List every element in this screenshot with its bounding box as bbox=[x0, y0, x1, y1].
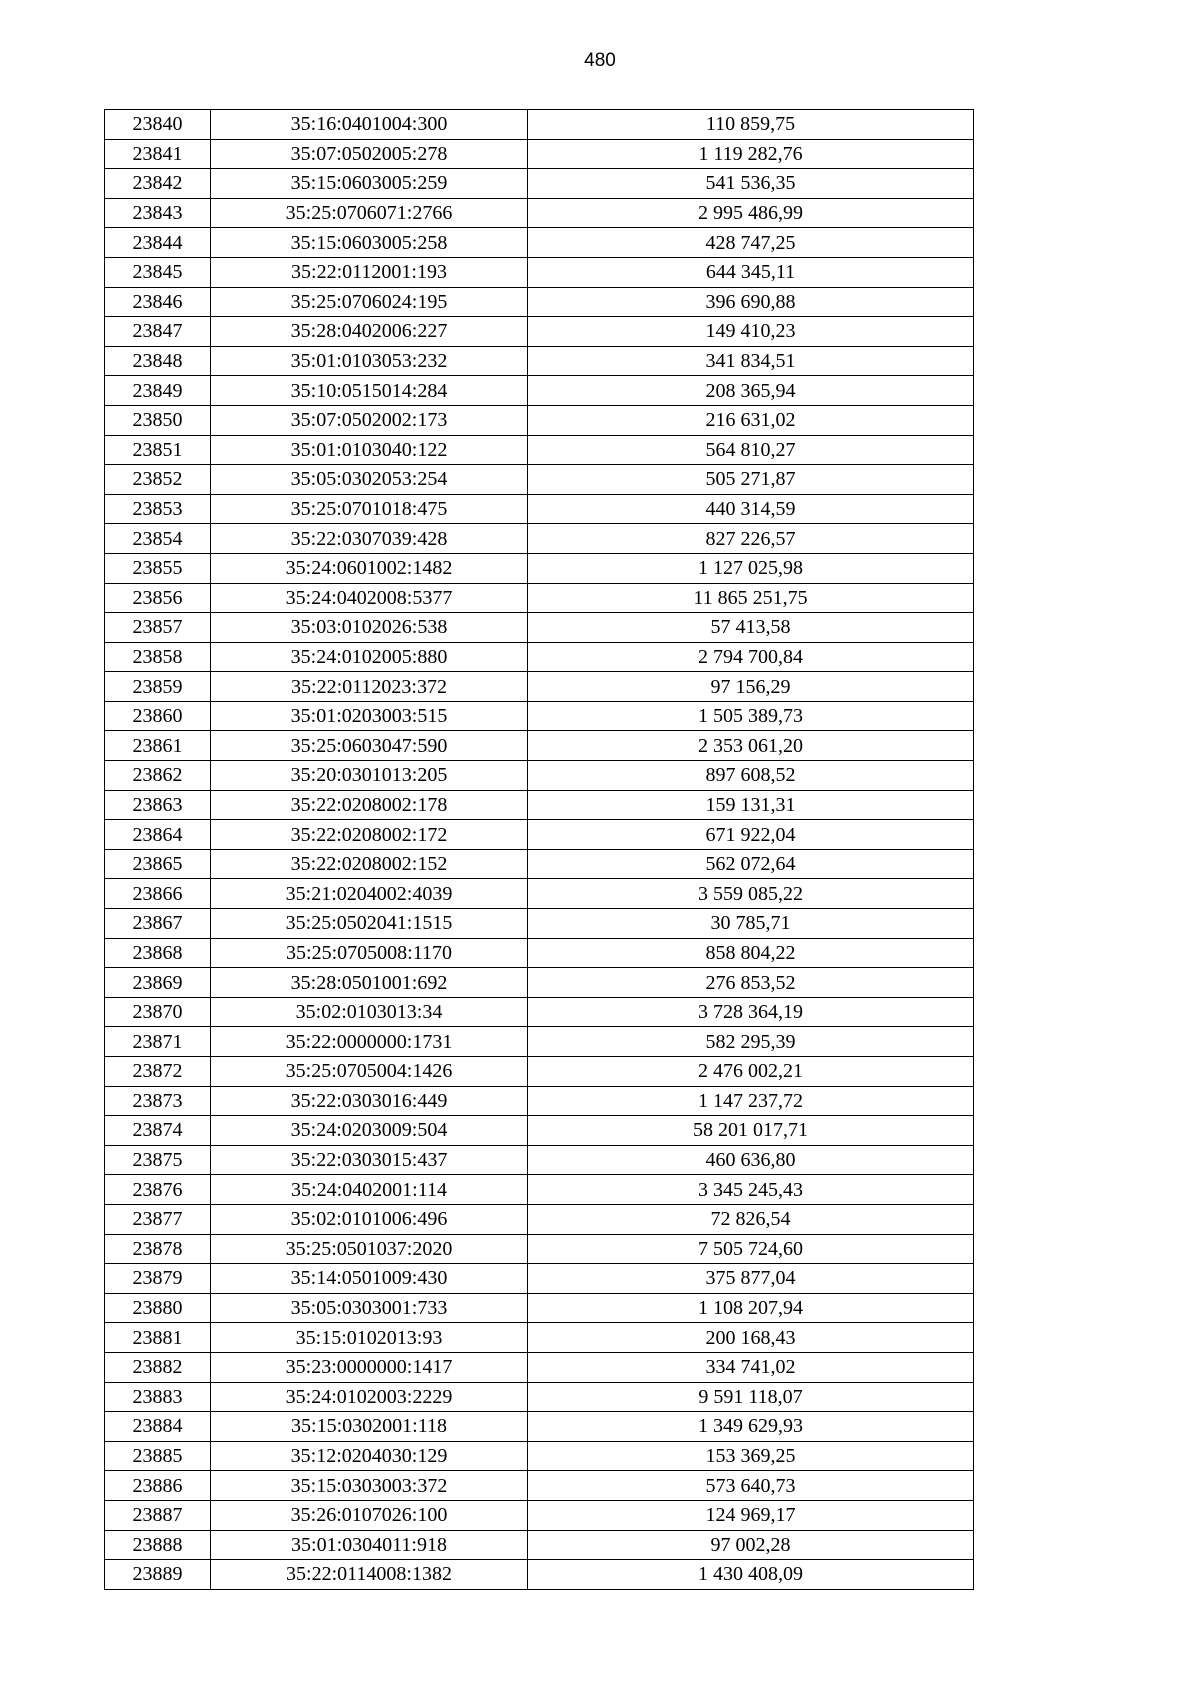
cadastral-number-cell: 35:25:0501037:2020 bbox=[211, 1234, 528, 1264]
row-number-cell: 23843 bbox=[105, 198, 211, 228]
row-number-cell: 23874 bbox=[105, 1116, 211, 1146]
cadastral-value-cell: 2 476 002,21 bbox=[528, 1057, 974, 1087]
cadastral-number-cell: 35:25:0705008:1170 bbox=[211, 938, 528, 968]
table-row bbox=[105, 524, 974, 554]
table-row bbox=[105, 1057, 974, 1087]
cadastral-value-cell: 1 349 629,93 bbox=[528, 1412, 974, 1442]
cadastral-value-cell: 505 271,87 bbox=[528, 465, 974, 495]
row-number-cell: 23860 bbox=[105, 701, 211, 731]
cadastral-value-cell: 564 810,27 bbox=[528, 435, 974, 465]
cadastral-number-cell: 35:05:0302053:254 bbox=[211, 465, 528, 495]
table-row bbox=[105, 553, 974, 583]
row-number-cell: 23844 bbox=[105, 228, 211, 258]
cadastral-value-cell: 428 747,25 bbox=[528, 228, 974, 258]
cadastral-value-cell: 97 002,28 bbox=[528, 1530, 974, 1560]
cadastral-value-cell: 341 834,51 bbox=[528, 346, 974, 376]
cadastral-number-cell: 35:28:0402006:227 bbox=[211, 317, 528, 347]
table-row bbox=[105, 938, 974, 968]
row-number-cell: 23878 bbox=[105, 1234, 211, 1264]
row-number-cell: 23879 bbox=[105, 1264, 211, 1294]
cadastral-number-cell: 35:24:0601002:1482 bbox=[211, 553, 528, 583]
table-row bbox=[105, 1323, 974, 1353]
table-row bbox=[105, 435, 974, 465]
cadastral-value-cell: 3 559 085,22 bbox=[528, 879, 974, 909]
cadastral-number-cell: 35:14:0501009:430 bbox=[211, 1264, 528, 1294]
row-number-cell: 23853 bbox=[105, 494, 211, 524]
table-row bbox=[105, 1412, 974, 1442]
cadastral-number-cell: 35:24:0402008:5377 bbox=[211, 583, 528, 613]
table-row bbox=[105, 583, 974, 613]
table-row bbox=[105, 1441, 974, 1471]
cadastral-number-cell: 35:15:0102013:93 bbox=[211, 1323, 528, 1353]
cadastral-number-cell: 35:20:0301013:205 bbox=[211, 761, 528, 791]
row-number-cell: 23854 bbox=[105, 524, 211, 554]
cadastral-value-cell: 2 995 486,99 bbox=[528, 198, 974, 228]
table-row bbox=[105, 790, 974, 820]
table-body bbox=[105, 110, 974, 1590]
table-row bbox=[105, 997, 974, 1027]
table-row bbox=[105, 376, 974, 406]
row-number-cell: 23862 bbox=[105, 761, 211, 791]
table-row bbox=[105, 346, 974, 376]
row-number-cell: 23882 bbox=[105, 1352, 211, 1382]
table-row bbox=[105, 317, 974, 347]
row-number-cell: 23885 bbox=[105, 1441, 211, 1471]
table-row bbox=[105, 761, 974, 791]
table-row bbox=[105, 1352, 974, 1382]
cadastral-value-cell: 200 168,43 bbox=[528, 1323, 974, 1353]
row-number-cell: 23887 bbox=[105, 1500, 211, 1530]
row-number-cell: 23847 bbox=[105, 317, 211, 347]
cadastral-value-cell: 1 430 408,09 bbox=[528, 1560, 974, 1590]
cadastral-number-cell: 35:07:0502002:173 bbox=[211, 405, 528, 435]
row-number-cell: 23842 bbox=[105, 169, 211, 199]
cadastral-number-cell: 35:22:0303015:437 bbox=[211, 1145, 528, 1175]
table-row bbox=[105, 465, 974, 495]
row-number-cell: 23852 bbox=[105, 465, 211, 495]
row-number-cell: 23864 bbox=[105, 820, 211, 850]
row-number-cell: 23884 bbox=[105, 1412, 211, 1442]
cadastral-value-cell: 573 640,73 bbox=[528, 1471, 974, 1501]
table-row bbox=[105, 672, 974, 702]
row-number-cell: 23863 bbox=[105, 790, 211, 820]
table-row bbox=[105, 257, 974, 287]
cadastral-number-cell: 35:22:0112001:193 bbox=[211, 257, 528, 287]
cadastral-number-cell: 35:01:0304011:918 bbox=[211, 1530, 528, 1560]
table-row bbox=[105, 1471, 974, 1501]
cadastral-number-cell: 35:16:0401004:300 bbox=[211, 110, 528, 140]
cadastral-number-cell: 35:25:0706071:2766 bbox=[211, 198, 528, 228]
row-number-cell: 23856 bbox=[105, 583, 211, 613]
row-number-cell: 23850 bbox=[105, 405, 211, 435]
table-row bbox=[105, 731, 974, 761]
cadastral-value-cell: 2 794 700,84 bbox=[528, 642, 974, 672]
cadastral-value-cell: 58 201 017,71 bbox=[528, 1116, 974, 1146]
cadastral-value-cell: 2 353 061,20 bbox=[528, 731, 974, 761]
cadastral-value-cell: 110 859,75 bbox=[528, 110, 974, 140]
table-row bbox=[105, 1382, 974, 1412]
cadastral-value-cell: 671 922,04 bbox=[528, 820, 974, 850]
cadastral-value-cell: 644 345,11 bbox=[528, 257, 974, 287]
table-row bbox=[105, 849, 974, 879]
cadastral-number-cell: 35:22:0000000:1731 bbox=[211, 1027, 528, 1057]
cadastral-value-cell: 1 127 025,98 bbox=[528, 553, 974, 583]
cadastral-number-cell: 35:22:0112023:372 bbox=[211, 672, 528, 702]
cadastral-value-cell: 396 690,88 bbox=[528, 287, 974, 317]
cadastral-number-cell: 35:10:0515014:284 bbox=[211, 376, 528, 406]
cadastral-number-cell: 35:03:0102026:538 bbox=[211, 613, 528, 643]
cadastral-value-cell: 153 369,25 bbox=[528, 1441, 974, 1471]
cadastral-value-cell: 72 826,54 bbox=[528, 1204, 974, 1234]
page-number: 480 bbox=[584, 50, 616, 71]
cadastral-number-cell: 35:25:0701018:475 bbox=[211, 494, 528, 524]
cadastral-value-cell: 858 804,22 bbox=[528, 938, 974, 968]
row-number-cell: 23868 bbox=[105, 938, 211, 968]
table-row bbox=[105, 1145, 974, 1175]
cadastral-value-cell: 827 226,57 bbox=[528, 524, 974, 554]
row-number-cell: 23869 bbox=[105, 968, 211, 998]
cadastral-number-cell: 35:28:0501001:692 bbox=[211, 968, 528, 998]
cadastral-number-cell: 35:02:0103013:34 bbox=[211, 997, 528, 1027]
cadastral-value-cell: 897 608,52 bbox=[528, 761, 974, 791]
cadastral-number-cell: 35:22:0114008:1382 bbox=[211, 1560, 528, 1590]
cadastral-value-cell: 9 591 118,07 bbox=[528, 1382, 974, 1412]
row-number-cell: 23846 bbox=[105, 287, 211, 317]
cadastral-value-cell: 11 865 251,75 bbox=[528, 583, 974, 613]
cadastral-number-cell: 35:02:0101006:496 bbox=[211, 1204, 528, 1234]
table-row bbox=[105, 1500, 974, 1530]
cadastral-value-cell: 7 505 724,60 bbox=[528, 1234, 974, 1264]
table-row bbox=[105, 1560, 974, 1590]
table-row bbox=[105, 1175, 974, 1205]
cadastral-value-cell: 3 345 245,43 bbox=[528, 1175, 974, 1205]
row-number-cell: 23886 bbox=[105, 1471, 211, 1501]
cadastral-number-cell: 35:01:0203003:515 bbox=[211, 701, 528, 731]
cadastral-number-cell: 35:12:0204030:129 bbox=[211, 1441, 528, 1471]
row-number-cell: 23841 bbox=[105, 139, 211, 169]
cadastral-number-cell: 35:25:0705004:1426 bbox=[211, 1057, 528, 1087]
cadastral-value-cell: 375 877,04 bbox=[528, 1264, 974, 1294]
cadastral-number-cell: 35:22:0208002:178 bbox=[211, 790, 528, 820]
cadastral-number-cell: 35:15:0603005:259 bbox=[211, 169, 528, 199]
cadastral-value-cell: 334 741,02 bbox=[528, 1352, 974, 1382]
row-number-cell: 23881 bbox=[105, 1323, 211, 1353]
row-number-cell: 23859 bbox=[105, 672, 211, 702]
cadastral-value-cell: 1 108 207,94 bbox=[528, 1293, 974, 1323]
table-row bbox=[105, 1116, 974, 1146]
row-number-cell: 23855 bbox=[105, 553, 211, 583]
cadastral-value-cell: 1 505 389,73 bbox=[528, 701, 974, 731]
cadastral-value-cell: 1 147 237,72 bbox=[528, 1086, 974, 1116]
cadastral-value-cell: 562 072,64 bbox=[528, 849, 974, 879]
row-number-cell: 23858 bbox=[105, 642, 211, 672]
row-number-cell: 23877 bbox=[105, 1204, 211, 1234]
table-row bbox=[105, 1027, 974, 1057]
table-row bbox=[105, 613, 974, 643]
row-number-cell: 23845 bbox=[105, 257, 211, 287]
row-number-cell: 23872 bbox=[105, 1057, 211, 1087]
cadastral-value-cell: 216 631,02 bbox=[528, 405, 974, 435]
row-number-cell: 23889 bbox=[105, 1560, 211, 1590]
cadastral-value-cell: 208 365,94 bbox=[528, 376, 974, 406]
cadastral-number-cell: 35:15:0303003:372 bbox=[211, 1471, 528, 1501]
table-row bbox=[105, 1264, 974, 1294]
cadastral-value-cell: 276 853,52 bbox=[528, 968, 974, 998]
cadastral-value-cell: 3 728 364,19 bbox=[528, 997, 974, 1027]
table-row bbox=[105, 287, 974, 317]
cadastral-value-cell: 440 314,59 bbox=[528, 494, 974, 524]
cadastral-number-cell: 35:24:0402001:114 bbox=[211, 1175, 528, 1205]
cadastral-number-cell: 35:22:0208002:172 bbox=[211, 820, 528, 850]
table-row bbox=[105, 642, 974, 672]
cadastral-value-cell: 57 413,58 bbox=[528, 613, 974, 643]
cadastral-number-cell: 35:01:0103053:232 bbox=[211, 346, 528, 376]
cadastral-number-cell: 35:24:0102003:2229 bbox=[211, 1382, 528, 1412]
row-number-cell: 23867 bbox=[105, 909, 211, 939]
cadastral-number-cell: 35:22:0208002:152 bbox=[211, 849, 528, 879]
row-number-cell: 23875 bbox=[105, 1145, 211, 1175]
row-number-cell: 23876 bbox=[105, 1175, 211, 1205]
row-number-cell: 23880 bbox=[105, 1293, 211, 1323]
table-row bbox=[105, 198, 974, 228]
table-row bbox=[105, 1293, 974, 1323]
table-row bbox=[105, 701, 974, 731]
table-row bbox=[105, 1086, 974, 1116]
row-number-cell: 23857 bbox=[105, 613, 211, 643]
cadastral-number-cell: 35:25:0603047:590 bbox=[211, 731, 528, 761]
table-row bbox=[105, 1204, 974, 1234]
cadastral-number-cell: 35:01:0103040:122 bbox=[211, 435, 528, 465]
cadastral-value-cell: 124 969,17 bbox=[528, 1500, 974, 1530]
row-number-cell: 23888 bbox=[105, 1530, 211, 1560]
table-row bbox=[105, 879, 974, 909]
table-row bbox=[105, 820, 974, 850]
cadastral-number-cell: 35:15:0302001:118 bbox=[211, 1412, 528, 1442]
cadastral-value-cell: 460 636,80 bbox=[528, 1145, 974, 1175]
cadastral-number-cell: 35:22:0303016:449 bbox=[211, 1086, 528, 1116]
row-number-cell: 23870 bbox=[105, 997, 211, 1027]
row-number-cell: 23849 bbox=[105, 376, 211, 406]
cadastral-number-cell: 35:26:0107026:100 bbox=[211, 1500, 528, 1530]
cadastral-value-cell: 30 785,71 bbox=[528, 909, 974, 939]
cadastral-number-cell: 35:21:0204002:4039 bbox=[211, 879, 528, 909]
table-row bbox=[105, 1234, 974, 1264]
cadastral-value-table bbox=[104, 109, 974, 1590]
cadastral-value-cell: 1 119 282,76 bbox=[528, 139, 974, 169]
cadastral-number-cell: 35:23:0000000:1417 bbox=[211, 1352, 528, 1382]
cadastral-number-cell: 35:24:0203009:504 bbox=[211, 1116, 528, 1146]
table-row bbox=[105, 110, 974, 140]
cadastral-value-cell: 541 536,35 bbox=[528, 169, 974, 199]
cadastral-number-cell: 35:22:0307039:428 bbox=[211, 524, 528, 554]
cadastral-number-cell: 35:25:0706024:195 bbox=[211, 287, 528, 317]
row-number-cell: 23840 bbox=[105, 110, 211, 140]
table-row bbox=[105, 139, 974, 169]
table-row bbox=[105, 228, 974, 258]
row-number-cell: 23851 bbox=[105, 435, 211, 465]
table-row bbox=[105, 1530, 974, 1560]
table-row bbox=[105, 169, 974, 199]
cadastral-value-cell: 159 131,31 bbox=[528, 790, 974, 820]
row-number-cell: 23848 bbox=[105, 346, 211, 376]
cadastral-number-cell: 35:05:0303001:733 bbox=[211, 1293, 528, 1323]
cadastral-value-cell: 582 295,39 bbox=[528, 1027, 974, 1057]
row-number-cell: 23865 bbox=[105, 849, 211, 879]
table-row bbox=[105, 494, 974, 524]
row-number-cell: 23866 bbox=[105, 879, 211, 909]
cadastral-number-cell: 35:24:0102005:880 bbox=[211, 642, 528, 672]
table-row bbox=[105, 968, 974, 998]
row-number-cell: 23861 bbox=[105, 731, 211, 761]
cadastral-value-cell: 149 410,23 bbox=[528, 317, 974, 347]
cadastral-number-cell: 35:25:0502041:1515 bbox=[211, 909, 528, 939]
table-row bbox=[105, 405, 974, 435]
row-number-cell: 23873 bbox=[105, 1086, 211, 1116]
row-number-cell: 23883 bbox=[105, 1382, 211, 1412]
cadastral-value-cell: 97 156,29 bbox=[528, 672, 974, 702]
table-row bbox=[105, 909, 974, 939]
cadastral-number-cell: 35:15:0603005:258 bbox=[211, 228, 528, 258]
cadastral-number-cell: 35:07:0502005:278 bbox=[211, 139, 528, 169]
row-number-cell: 23871 bbox=[105, 1027, 211, 1057]
